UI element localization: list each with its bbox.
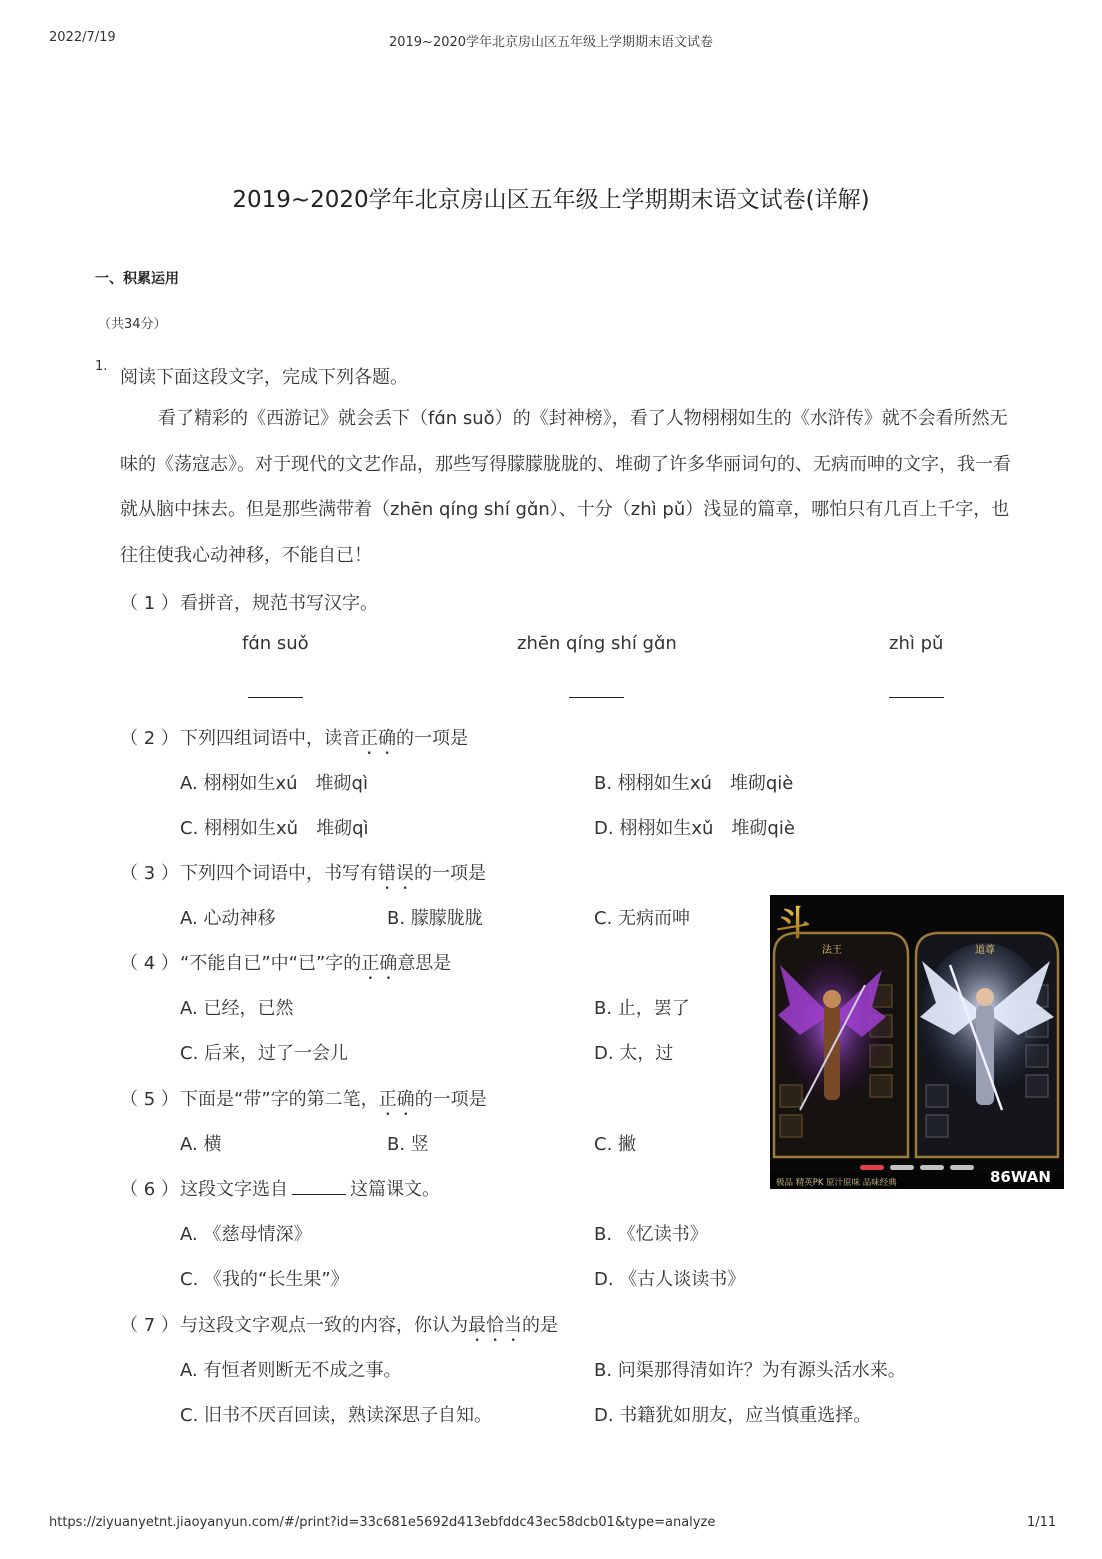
panel-right-title: 道尊 xyxy=(975,945,995,956)
sub7-option-b[interactable]: B. 问渠那得清如许？为有源头活水来。 xyxy=(594,1360,906,1381)
sub7-option-d[interactable]: D. 书籍犹如朋友，应当慎重选择。 xyxy=(594,1405,872,1426)
sub5-option-b[interactable]: B. 竖 xyxy=(387,1134,429,1155)
header-doc-title: 2019~2020学年北京房山区五年级上学期期末语文试卷 xyxy=(388,35,714,50)
game-logo: 斗 xyxy=(776,904,810,944)
pinyin-1: fɑ́n suǒ xyxy=(242,633,309,654)
sub6-number: （ 6 ） xyxy=(120,1179,179,1200)
sub1-prompt: 看拼音，规范书写汉字。 xyxy=(180,593,378,614)
sub3-number: （ 3 ） xyxy=(120,863,179,884)
question-number: 1. xyxy=(95,359,108,374)
sub7-prompt: 与这段文字观点一致的内容，你认为最恰当的是 xyxy=(180,1315,558,1336)
sub6-option-a[interactable]: A. 《慈母情深》 xyxy=(180,1224,312,1245)
sub5-prompt: 下面是“带”字的第二笔，正确的一项是 xyxy=(180,1089,487,1110)
question-intro: 阅读下面这段文字，完成下列各题。 xyxy=(120,367,408,388)
answer-blank-6[interactable] xyxy=(292,1180,346,1195)
sub6-prompt: 这段文字选自 这篇课文。 xyxy=(180,1179,440,1200)
sub2-option-d[interactable]: D. 栩栩如生xǔ 堆砌qiè xyxy=(594,818,795,839)
game-ad-image[interactable] xyxy=(770,895,1064,1189)
sub4-option-a[interactable]: A. 已经，已然 xyxy=(180,998,294,1019)
panel-left-title: 法王 xyxy=(822,945,842,956)
sub2-option-b[interactable]: B. 栩栩如生xú 堆砌qiè xyxy=(594,773,794,794)
sub5-number: （ 5 ） xyxy=(120,1089,179,1110)
carousel-dot[interactable] xyxy=(950,1165,974,1170)
sub7-number: （ 7 ） xyxy=(120,1315,179,1336)
sub3-option-c[interactable]: C. 无病而呻 xyxy=(594,908,691,929)
reading-passage xyxy=(120,396,1015,578)
answer-blank-2[interactable] xyxy=(569,697,624,698)
carousel-dot[interactable] xyxy=(920,1165,944,1170)
sub2-option-c[interactable]: C. 栩栩如生xǔ 堆砌qì xyxy=(180,818,369,839)
header-date: 2022/7/19 xyxy=(49,30,116,45)
sub2-number: （ 2 ） xyxy=(120,728,179,749)
sub3-option-b[interactable]: B. 朦朦胧胧 xyxy=(387,908,483,929)
sub5-option-a[interactable]: A. 横 xyxy=(180,1134,222,1155)
sub4-option-d[interactable]: D. 太，过 xyxy=(594,1043,674,1064)
carousel-dot[interactable] xyxy=(890,1165,914,1170)
ad-tagline: 极品 精英PK 原汁原味 品味经典 xyxy=(776,1178,897,1188)
sub4-prompt: “不能自已”中“已”字的正确意思是 xyxy=(180,953,452,974)
sub7-option-c[interactable]: C. 旧书不厌百回读，熟读深思子自知。 xyxy=(180,1405,493,1426)
answer-blank-3[interactable] xyxy=(889,697,944,698)
sub7-option-a[interactable]: A. 有恒者则断无不成之事。 xyxy=(180,1360,402,1381)
passage-paragraph: 看了精彩的《西游记》就会丢下（fɑ́n suǒ）的《封神榜》，看了人物栩栩如生的《水浒传》就不会看所然无味的《荡寇志》。对于现代的文艺作品，那些写得朦朦胧胧的、堆砌了许多华丽词句的、无病而呻的文字，我一看就从脑中抹去。但是那些满带着（zhēn qíng shí gɑ̌n）、十分（zhì pǔ）浅显的篇章，哪怕只有几百上千字，也往往使我心动神移，不能自已！ xyxy=(120,408,1011,566)
sub2-prompt: 下列四组词语中，读音正确的一项是 xyxy=(180,728,468,749)
sub1-number: （ 1 ） xyxy=(120,593,179,614)
sub3-prompt: 下列四个词语中，书写有错误的一项是 xyxy=(180,863,486,884)
sub2-option-a[interactable]: A. 栩栩如生xú 堆砌qì xyxy=(180,773,368,794)
sub3-option-a[interactable]: A. 心动神移 xyxy=(180,908,276,929)
page-title: 2019~2020学年北京房山区五年级上学期期末语文试卷(详解) xyxy=(232,187,870,213)
section-heading: 一、积累运用 xyxy=(95,271,179,287)
answer-blank-1[interactable] xyxy=(248,697,303,698)
ad-badge: 86WAN xyxy=(990,1168,1051,1186)
sub5-option-c[interactable]: C. 撇 xyxy=(594,1134,637,1155)
section-score: （共34分） xyxy=(98,317,167,332)
sub4-option-b[interactable]: B. 止，罢了 xyxy=(594,998,690,1019)
carousel-dot-active[interactable] xyxy=(860,1165,884,1170)
sub4-option-c[interactable]: C. 后来，过了一会儿 xyxy=(180,1043,349,1064)
game-ad-artwork xyxy=(770,895,1064,1189)
pinyin-2: zhēn qíng shí gɑ̌n xyxy=(517,633,677,654)
sub6-option-d[interactable]: D. 《古人谈读书》 xyxy=(594,1269,746,1290)
page-number: 1/11 xyxy=(1027,1515,1057,1530)
sub4-number: （ 4 ） xyxy=(120,953,179,974)
sub6-option-c[interactable]: C. 《我的“长生果”》 xyxy=(180,1269,349,1290)
pinyin-3: zhì pǔ xyxy=(889,633,944,654)
footer-url[interactable]: https://ziyuanyetnt.jiaoyanyun.com/#/print?id=33c681e5692d413ebfddc43ec58dcb01&type=analyze xyxy=(49,1515,716,1530)
sub6-option-b[interactable]: B. 《忆读书》 xyxy=(594,1224,708,1245)
